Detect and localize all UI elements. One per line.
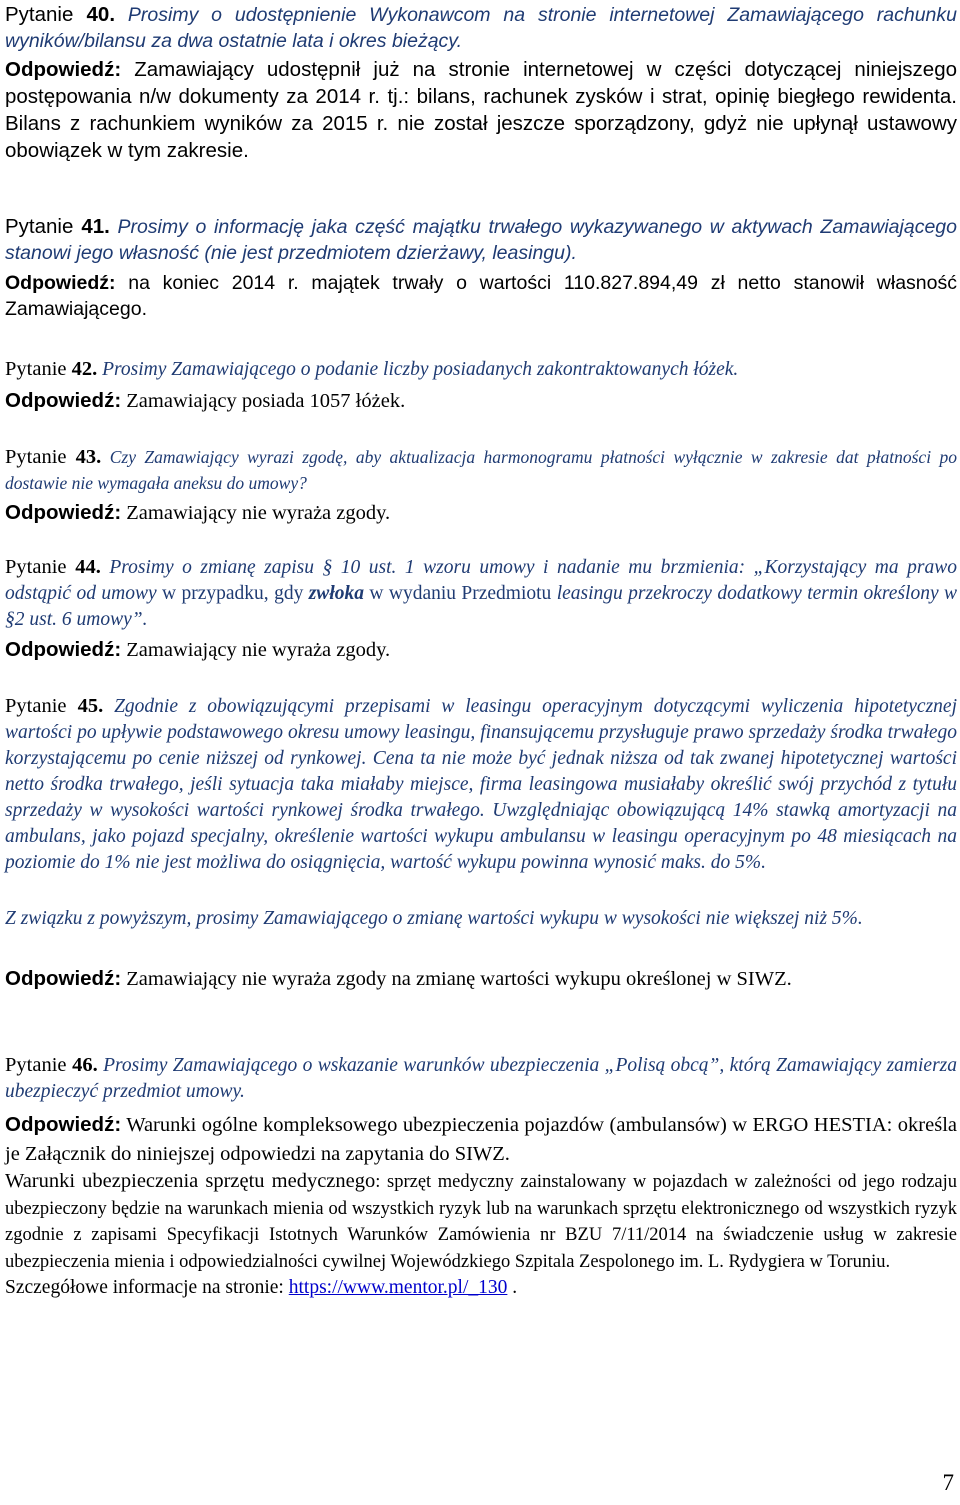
question-label: Pytanie 43. <box>5 446 102 468</box>
question-45 <box>5 693 957 876</box>
question-text: Prosimy o udostępnienie Wykonawcom na stronie internetowej Zamawiającego rachunku wyników/bilansu za dwa ostatnie lata i okres bieżący. <box>5 4 957 52</box>
question-text-bold: zwłoka <box>308 583 364 604</box>
question-text: Z związku z powyższym, prosimy Zamawiającego o zmianę wartości wykupu w wysokości nie większej niż 5%. <box>5 908 863 929</box>
answer-label: Odpowiedź: <box>5 58 122 81</box>
answer-46 <box>5 1110 957 1169</box>
question-42 <box>5 356 957 383</box>
question-40 <box>5 2 957 54</box>
answer-label: Odpowiedź: <box>5 501 122 524</box>
answer-text: Zamawiający nie wyraża zgody. <box>121 639 391 661</box>
details-tail: . <box>507 1277 518 1299</box>
answer-text: Zamawiający udostępnił już na stronie internetowej w części dotyczącej niniejszego postępowania n/w dokumenty za 2014 r. tj.: bilans, rachunek zysków i strat, opinię biegłego rewidenta. Bilans z rachunkiem wyników za 2015 r. nie został jeszcze sporządzony, gdyż nie upłynął ustawowy obowiązek w tym zakresie. <box>5 58 957 162</box>
question-text-plain: w przypadku, gdy <box>162 583 309 604</box>
mentor-link[interactable]: https://www.mentor.pl/_130 <box>288 1277 508 1299</box>
answer-text: Warunki ogólne kompleksowego ubezpieczenia pojazdów (ambulansów) w ERGO HESTIA: określa je Załącznik do niniejszej odpowiedzi na zapytania do SIWZ. <box>5 1114 957 1165</box>
question-label: Pytanie 45. <box>5 695 104 717</box>
question-43 <box>5 444 957 496</box>
question-46 <box>5 1052 957 1105</box>
page-number: 7 <box>942 1470 954 1495</box>
answer-40 <box>5 56 957 164</box>
answer-label: Odpowiedź: <box>5 1113 122 1136</box>
answer-text: Zamawiający posiada 1057 łóżek. <box>121 390 406 412</box>
question-label: Pytanie 40. <box>5 3 116 26</box>
equipment-label: Warunki ubezpieczenia sprzętu medycznego <box>5 1170 376 1192</box>
question-label: Pytanie 44. <box>5 556 101 578</box>
answer-41 <box>5 270 957 322</box>
question-44 <box>5 554 957 633</box>
equipment-text: : sprzęt medyczny zainstalowany w pojazdach w zależności od jego rodzaju ubezpieczony będzie na warunkach mienia od wszystkich ryzyk lub na warunkach sprzętu elektronicznego od wszystkich ryzyk zgodnie z zapisami Specyfikacji Istotnych Warunków Zamówienia nr BZU 7/11/2014 na świadczenie usług w zakresie ubezpieczenia mienia i odpowiedzialności cywilnej Wojewódzkiego Szpitala Zespolonego im. L. Rydygiera w Toruniu. <box>5 1172 957 1272</box>
question-text: Prosimy Zamawiającego o podanie liczby posiadanych zakontraktowanych łóżek. <box>97 359 739 380</box>
answer-text: Zamawiający nie wyraża zgody. <box>121 502 391 524</box>
question-label: Pytanie 42. <box>5 358 98 380</box>
question-label: Pytanie 46. <box>5 1054 98 1076</box>
answer-44 <box>5 637 957 663</box>
answer-label: Odpowiedź: <box>5 389 122 412</box>
answer-text: na koniec 2014 r. majątek trwały o wartości 110.827.894,49 zł netto stanowił własność Zamawiającego. <box>5 272 957 320</box>
question-text: Prosimy Zamawiającego o wskazanie warunków ubezpieczenia „Polisą obcą”, którą Zamawiający zamierza ubezpieczyć przedmiot umowy. <box>5 1055 957 1102</box>
details-label: Szczegółowe informacje na stronie: <box>5 1277 289 1299</box>
answer-text: Zamawiający nie wyraża zgody na zmianę wartości wykupu określonej w SIWZ. <box>121 968 792 990</box>
question-45-continuation <box>5 906 957 932</box>
question-41 <box>5 214 957 266</box>
question-text-plain: w wydaniu Przedmiotu <box>363 583 552 604</box>
question-text: leasingu przekroczy dodatkowy termin określony w §2 ust. 6 umowy”. <box>5 583 957 630</box>
question-text: Czy Zamawiający wyrazi zgodę, aby aktualizacja harmonogramu płatności wyłącznie w zakresie dat płatności po dostawie nie wymagała aneksu do umowy? <box>5 447 957 493</box>
question-text: Prosimy o informację jaka część majątku trwałego wykazywanego w aktywach Zamawiającego stanowi jego własność (nie jest przedmiotem dzierżawy, leasingu). <box>5 216 957 264</box>
answer-label: Odpowiedź: <box>5 967 122 990</box>
answer-label: Odpowiedź: <box>5 638 122 661</box>
answer-label: Odpowiedź: <box>5 272 116 294</box>
answer-42 <box>5 388 957 414</box>
answer-43 <box>5 500 957 526</box>
answer-45 <box>5 964 957 994</box>
answer-46-equipment <box>5 1168 957 1302</box>
question-text: Zgodnie z obowiązującymi przepisami w leasingu operacyjnym dotyczącymi wyliczenia hipotetycznej wartości po upływie podstawowego okresu umowy leasingu, finansującemu przysługuje prawo sprzedaży środka trwałego korzystającemu po cenie niższej od rynkowej. Cena ta nie może być jednak niższa od tak zwanej hipotetycznej wartości netto środka trwałego, jeśli sytuacja taka miałaby miejsce, firma leasingowa musiałaby określić swój przychód z tytułu sprzedaży w wysokości wartości rynkowej środka trwałego. Uwzględniając obowiązującą 14% stawką amortyzacji na ambulans, jako pojazd specjalny, określenie wartości wykupu ambulansu w leasingu operacyjnym po 48 miesiącach na poziomie do 1% nie jest możliwa do osiągnięcia, wartość wykupu powinna wynosić maks. do 5%. <box>5 696 957 873</box>
question-label: Pytanie 41. <box>5 215 110 238</box>
question-text: Prosimy o zmianę zapisu § 10 ust. 1 wzoru umowy i nadanie mu brzmienia: „Korzystający ma prawo odstąpić od umowy <box>5 557 957 604</box>
